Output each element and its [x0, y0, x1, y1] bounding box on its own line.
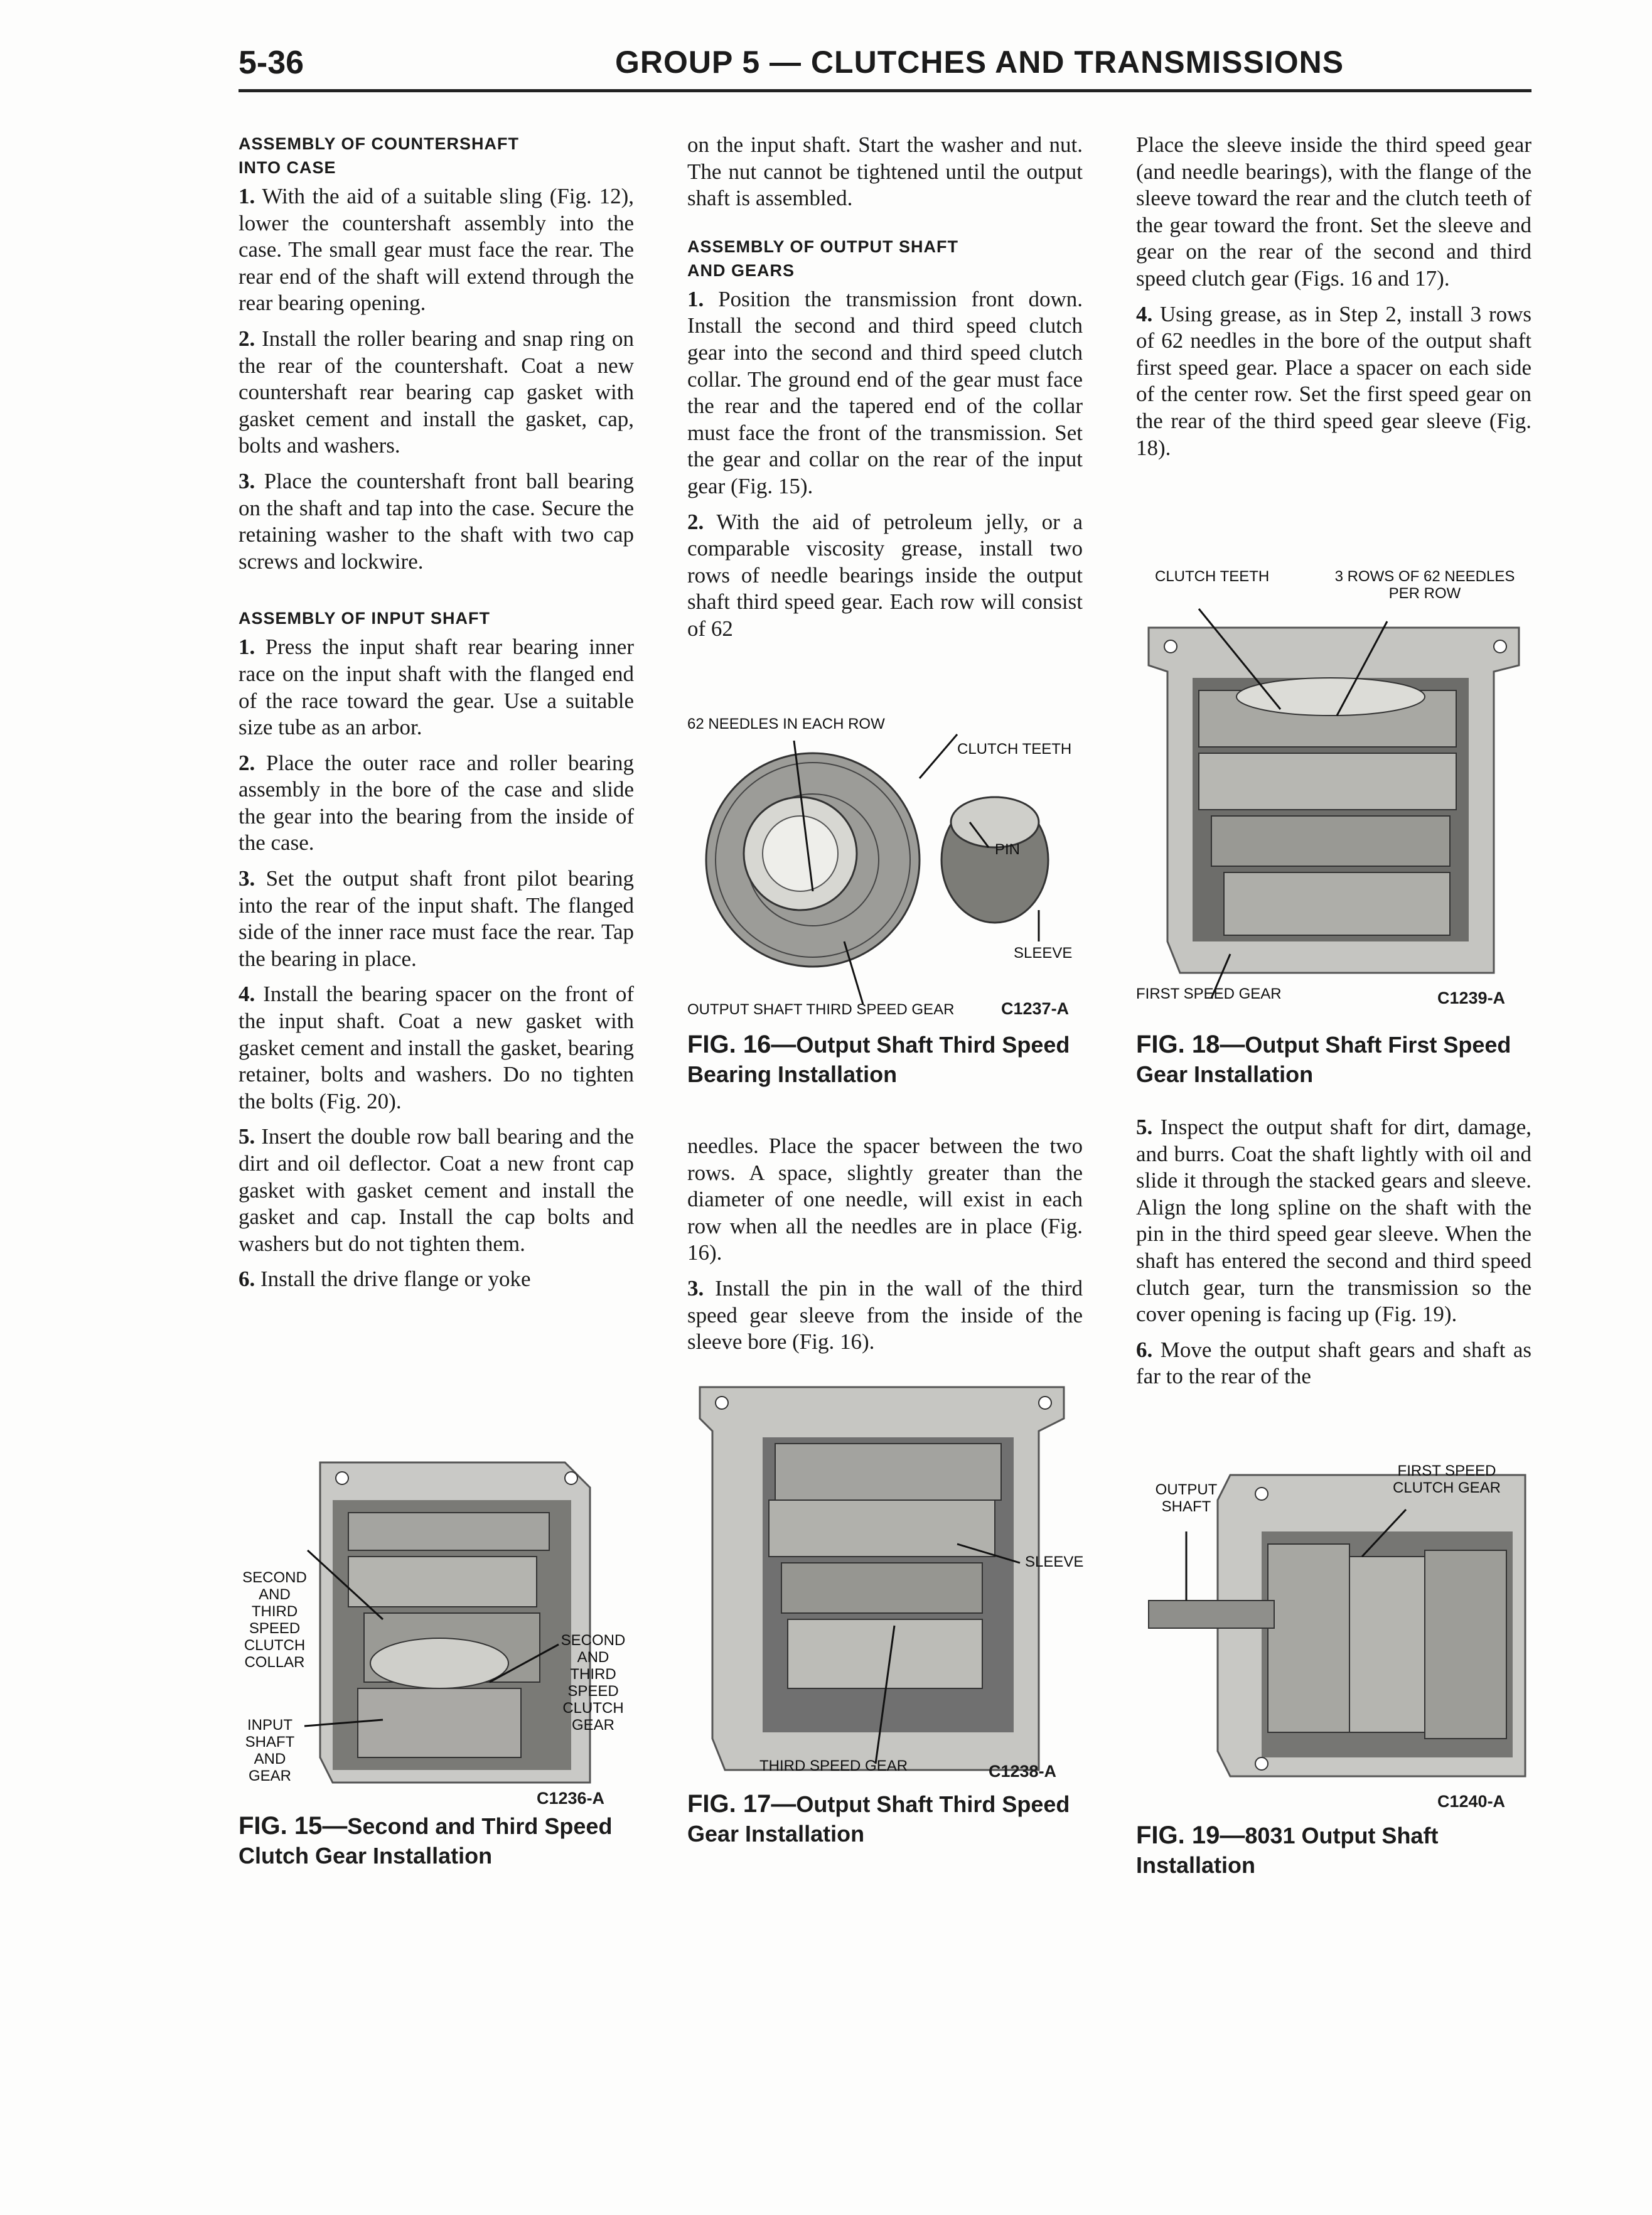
paragraph-step: 4. Using grease, as in Step 2, install 3 rows of 62 needles in the bore of the output shaft first speed gear. Place a spacer on each side of the center row. Set the first speed gear on the rear of the third speed gear sleeve (Fig. 18).: [1136, 301, 1531, 460]
paragraph: on the input shaft. Start the washer and nut. The nut cannot be tightened until the output shaft is assembled.: [687, 132, 1083, 211]
label-first-speed-clutch-gear: FIRST SPEED CLUTCH GEAR: [1392, 1462, 1501, 1496]
paragraph-step: 3. Place the countershaft front ball bearing on the shaft and tap into the case. Secure the retaining washer to the shaft with two cap screws and lockwire.: [239, 468, 634, 574]
label-pin: PIN: [995, 841, 1021, 858]
group-title: GROUP 5 — CLUTCHES AND TRANSMISSIONS: [615, 45, 1344, 80]
page-number: 5-36: [239, 45, 304, 81]
paragraph-step: 1. With the aid of a suitable sling (Fig. 12), lower the countershaft assembly into the case. The small gear must face the rear. The rear end of the shaft will extend through the rear bearing opening.: [239, 184, 634, 316]
figure-caption: FIG. 17—Output Shaft Third Speed Gear Installation: [687, 1790, 1070, 1847]
column-right: [1136, 132, 1531, 470]
figure-code: C1238-A: [989, 1762, 1057, 1781]
paragraph-step: 6. Install the drive flange or yoke: [239, 1267, 531, 1292]
figure-17-photo: [687, 1375, 1083, 1814]
column-middle: [687, 132, 1083, 652]
figure-18-photo: [1136, 565, 1531, 1004]
column-middle-continued: [687, 1133, 1083, 1365]
label-clutch-gear: SECOND AND THIRD SPEED CLUTCH GEAR: [560, 1632, 626, 1734]
figure-19: [1136, 1462, 1531, 1878]
label-needles: 62 NEEDLES IN EACH ROW: [687, 716, 885, 732]
column-left: [239, 132, 634, 1302]
figure-16: [687, 716, 1083, 1087]
label-third-speed-gear: OUTPUT SHAFT THIRD SPEED GEAR: [687, 1001, 955, 1018]
paragraph-step: 6. Move the output shaft gears and shaft as far to the rear of the: [1136, 1337, 1531, 1389]
figure-18: [1136, 565, 1531, 1087]
figure-code: C1239-A: [1437, 989, 1506, 1007]
label-third-speed-gear: THIRD SPEED GEAR: [759, 1757, 908, 1774]
paragraph: needles. Place the spacer between the two rows. A space, slightly greater than the diameter of one needle, will exist in each row when all the needles are in place (Fig. 16).: [687, 1134, 1083, 1265]
figure-caption: FIG. 15—Second and Third Speed Clutch Gear Installation: [239, 1812, 613, 1869]
figure-19-photo: [1136, 1462, 1531, 1814]
figure-17: [687, 1375, 1084, 1847]
label-sleeve: SLEEVE: [1014, 945, 1073, 962]
paragraph-step: 5. Insert the double row ball bearing and the dirt and oil deflector. Coat a new front cap gasket with gasket cement and install the gasket and cap. Install the cap bolts and washers but do not tighten them.: [239, 1124, 634, 1256]
label-clutch-teeth: CLUTCH TEETH: [1155, 568, 1270, 585]
paragraph-step: 2. With the aid of petroleum jelly, or a comparable viscosity grease, install two rows of needle bearings inside the output shaft third speed gear. Each row will consist of 62: [687, 509, 1083, 641]
paragraph-step: 2. Place the outer race and roller bearing assembly in the bore of the case and slide the gear into the bearing from the inside of the case.: [239, 750, 634, 855]
label-input-shaft: INPUT SHAFT AND GEAR: [245, 1717, 295, 1784]
figure-caption: FIG. 16—Output Shaft Third Speed Bearing Installation: [687, 1031, 1070, 1087]
label-sleeve: SLEEVE: [1025, 1553, 1084, 1570]
figure-code: C1236-A: [537, 1789, 605, 1808]
section-heading-countershaft: ASSEMBLY OF COUNTERSHAFT INTO CASE: [239, 134, 520, 177]
paragraph-step: 3. Install the pin in the wall of the third speed gear sleeve from the inside of the sleeve bore (Fig. 16).: [687, 1275, 1083, 1354]
figure-code: C1237-A: [1001, 999, 1070, 1018]
paragraph-step: 4. Install the bearing spacer on the front of the input shaft. Coat a new gasket with gasket cement and install the gasket, bearing retainer, bolts and washers. Do no tighten the bolts (Fig. 20).: [239, 982, 634, 1113]
paragraph: Place the sleeve inside the third speed gear (and needle bearings), with the flange of the sleeve toward the rear and the clutch teeth of the gear toward the front. Set the sleeve and gear on the rear of the second and third speed clutch gear (Figs. 16 and 17).: [1136, 132, 1531, 291]
figure-16-photo: [687, 716, 1083, 1011]
label-first-speed-gear: FIRST SPEED GEAR: [1136, 985, 1282, 1002]
section-heading-output-shaft: ASSEMBLY OF OUTPUT SHAFT AND GEARS: [687, 237, 959, 280]
paragraph-step: 5. Inspect the output shaft for dirt, damage, and burrs. Coat the shaft lightly with oil and slide it through the stacked gears and sleeve. Align the long spline on the shaft with the pin in the third speed gear sleeve. When the shaft has entered the second and third speed clutch gear, turn the transmission so the cover opening is facing up (Fig. 19).: [1136, 1115, 1531, 1327]
label-output-shaft: OUTPUT SHAFT: [1155, 1481, 1218, 1515]
header-rule: [239, 89, 1531, 92]
page-header: [239, 36, 1531, 93]
figure-caption: FIG. 18—Output Shaft First Speed Gear Installation: [1136, 1031, 1511, 1087]
label-needle-rows: 3 ROWS OF 62 NEEDLES PER ROW: [1334, 568, 1515, 602]
figure-code: C1240-A: [1437, 1792, 1506, 1811]
section-heading-input-shaft: ASSEMBLY OF INPUT SHAFT: [239, 609, 491, 628]
paragraph-step: 1. Press the input shaft rear bearing inner race on the input shaft with the flanged end of the race toward the gear. Use a suitable size tube as an arbor.: [239, 635, 634, 740]
paragraph-step: 1. Position the transmission front down. Install the second and third speed clutch gear into the second and third speed clutch collar. The ground end of the gear must face the rear and the tapered end of the collar must face the front of the transmission. Set the gear and collar on the rear of the input gear (Fig. 15).: [687, 286, 1083, 498]
paragraph-step: 3. Set the output shaft front pilot bearing into the rear of the input shaft. The flanged side of the inner race must face the rear. Tap the bearing in place.: [239, 866, 634, 971]
column-right-continued: [1136, 1114, 1531, 1399]
figure-caption: FIG. 19—8031 Output Shaft Installation: [1136, 1821, 1439, 1878]
paragraph-step: 2. Install the roller bearing and snap ring on the rear of the countershaft. Coat a new countershaft rear bearing cap gasket with gasket cement and install the gasket, cap, bolts and washers.: [239, 326, 634, 458]
figure-15: [239, 1456, 634, 1870]
label-clutch-teeth: CLUTCH TEETH: [957, 741, 1072, 758]
label-clutch-collar: SECOND AND THIRD SPEED CLUTCH COLLAR: [242, 1569, 307, 1671]
